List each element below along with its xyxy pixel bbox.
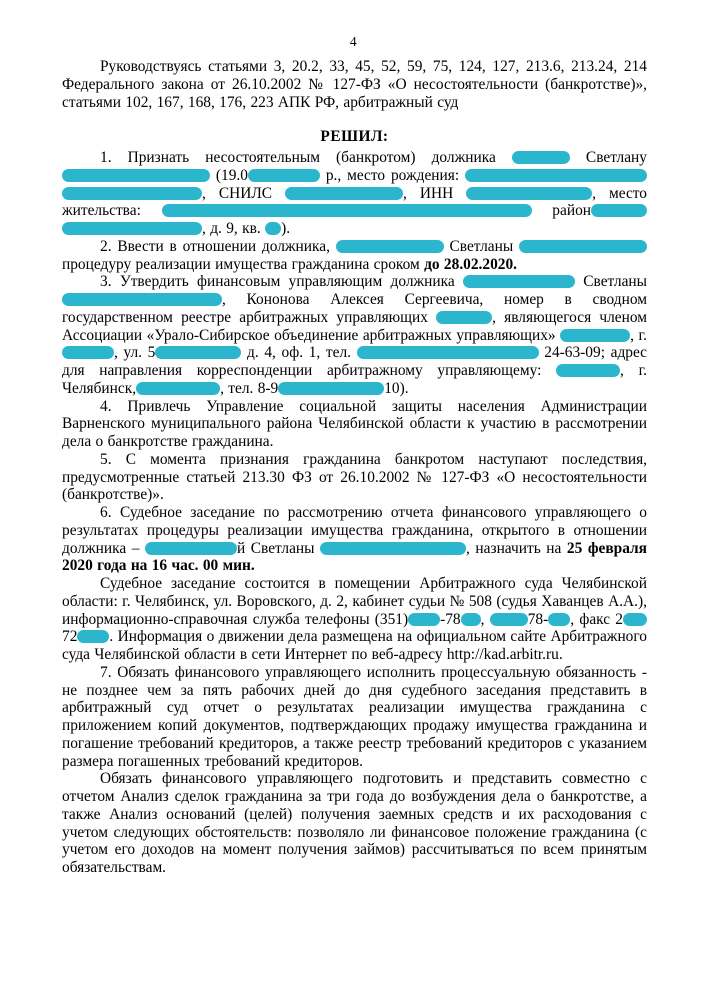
resolution-heading: РЕШИЛ: <box>320 128 389 146</box>
text-run: , <box>480 610 490 628</box>
redaction-bar <box>466 187 592 200</box>
text-run: й Светланы <box>236 539 321 557</box>
text-run: , факс 2 <box>570 610 624 628</box>
text-run: , ул. 5 <box>114 344 156 362</box>
redaction-bar <box>463 275 575 288</box>
item-5 <box>62 451 647 504</box>
redaction-bar <box>62 187 202 200</box>
text-run: , тел. 8-9 <box>220 379 279 397</box>
redaction-bar <box>336 240 444 253</box>
redaction-bar <box>560 329 630 342</box>
text-run: 24-63-09; адрес для направления корреспонденции арбитражному управляющему: <box>62 344 648 379</box>
redaction-bar <box>62 169 210 182</box>
item-7-analysis <box>62 770 647 877</box>
redaction-bar <box>285 187 403 200</box>
text-run: . Информация о движении дела размещена на официальном сайте Арбитражного суда Челябинской области в сети Интернет по веб-адресу http://kad.arbitr.ru. <box>62 628 647 663</box>
redaction-bar <box>62 222 202 235</box>
redaction-bar <box>623 613 647 626</box>
redaction-bar <box>548 613 570 626</box>
redaction-bar <box>145 542 237 555</box>
item-7 <box>62 664 647 771</box>
text-run: д. 4, оф. 1, тел. <box>241 344 357 362</box>
redaction-bar <box>320 542 466 555</box>
text-run: 1. Признать несостоятельным (банкротом) должника <box>100 149 512 166</box>
redaction-bar <box>465 169 647 182</box>
redaction-bar <box>155 346 241 359</box>
item-1 <box>62 149 647 238</box>
text-run: , г. Челябинск, <box>62 362 647 397</box>
redaction-bar <box>62 346 114 359</box>
redaction-bar <box>519 240 647 253</box>
text-run: , место жительства: <box>62 184 648 220</box>
text-run: , назначить на <box>466 539 567 557</box>
text-run: 4. Привлечь Управление социальной защиты населения Администрации Варненского муниципального района Челябинской области к участию в рассмотрении дела о банкротстве гражданина. <box>62 397 647 450</box>
bold-text-run: до 28.02.2020. <box>424 255 518 273</box>
item-3 <box>62 273 647 397</box>
text-run: 3. Утвердить финансовым управляющим должника <box>100 273 464 291</box>
item-6-venue <box>62 575 647 664</box>
redaction-bar <box>265 222 281 235</box>
intro-paragraph: Руководствуясь статьями 3, 20.2, 33, 45, 52, 59, 75, 124, 127, 213.6, 213.24, 214 Федерального закона от 26.10.2002 № 127-ФЗ «О несостоятельности (банкротстве)», статьями 102, 167, 168, 176, 223 АПК РФ, арбитражный суд <box>62 58 647 111</box>
item-2 <box>62 238 647 274</box>
text-run: -78 <box>440 610 461 628</box>
document-body <box>62 58 647 877</box>
text-run: 2. Ввести в отношении должника, <box>100 237 336 255</box>
item-4 <box>62 398 647 451</box>
text-run: , СНИЛС <box>202 184 286 202</box>
redaction-bar <box>278 382 384 395</box>
redaction-bar <box>162 204 532 217</box>
text-run: 72 <box>62 628 78 646</box>
text-run: 78- <box>527 610 549 628</box>
bold-text-run: 25 февраля 2020 года на 16 час. 00 мин. <box>62 539 648 575</box>
page-number: 4 <box>349 34 358 49</box>
text-run: Обязать финансового управляющего подготовить и представить совместно с отчетом Анализ сделок гражданина за три года до возбуждения дела о банкротстве, а также Анализ оснований (целей) получения заемных средств и их расходования с учетом следующих обстоятельств: позволяло ли финансовое положение гражданина (с учетом его доходов на момент получения займов) рассчитываться по всем принятым обязательствам. <box>62 770 647 876</box>
text-run: 5. С момента признания гражданина банкротом наступают последствия, предусмотренные статьей 213.30 ФЗ от 26.10.2002 № 127-ФЗ «О несостоятельности (банкротстве)». <box>62 450 647 504</box>
text-run: , д. 9, кв. <box>202 220 266 237</box>
redaction-bar <box>591 204 647 217</box>
text-run: Светлану <box>569 149 647 166</box>
redaction-bar <box>461 613 481 626</box>
text-run: 6. Судебное заседание по рассмотрению отчета финансового управляющего о результатах процедуры реализации имущества гражданина, открытого в отношении должника – <box>62 504 647 557</box>
redaction-bar <box>248 169 320 182</box>
redaction-bar <box>436 311 492 324</box>
redaction-bar <box>408 613 440 626</box>
text-run: процедуру реализации имущества гражданина сроком <box>62 255 425 273</box>
text-run: , г. <box>630 326 647 344</box>
redaction-bar <box>556 364 620 377</box>
text-run: , Кононова Алексея Сергеевича, номер в сводном государственном реестре арбитражных управляющих <box>62 291 647 326</box>
redaction-bar <box>357 346 539 359</box>
text-run: ). <box>281 220 291 237</box>
text-run: Светланы <box>443 237 519 255</box>
text-run: , ИНН <box>403 184 467 202</box>
redaction-bar <box>490 613 528 626</box>
redaction-bar <box>77 630 109 643</box>
text-run: р., место рождения: <box>319 166 465 184</box>
text-run: Светланы <box>575 273 647 291</box>
text-run: 7. Обязать финансового управляющего исполнить процессуальную обязанность - не позднее чем за пять рабочих дней до дня судебного заседания представить в арбитражный суд отчет о результатах реализации имущества гражданина с приложением копий документов, подтверждающих продажу имущества гражданина и погашение требований кредиторов, а также реестр требований кредиторов с указанием размера погашенных требований кредиторов. <box>62 663 647 770</box>
item-6 <box>62 504 647 575</box>
redaction-bar <box>136 382 220 395</box>
redaction-bar <box>512 151 570 164</box>
redaction-bar <box>62 293 222 306</box>
text-run: (19.0 <box>210 166 248 184</box>
text-run: Судебное заседание состоится в помещении Арбитражного суда Челябинской области: г. Челябинск, ул. Воровского, д. 2, кабинет судьи № 508 (судья Хаванцев А.А.), информационно-справочная служба телефоны (351) <box>62 575 647 628</box>
text-run: 10). <box>384 379 409 397</box>
text-run: район <box>531 202 591 220</box>
text-run: , являющегося членом Ассоциации «Урало-Сибирское объединение арбитражных управляющих» <box>62 308 647 344</box>
